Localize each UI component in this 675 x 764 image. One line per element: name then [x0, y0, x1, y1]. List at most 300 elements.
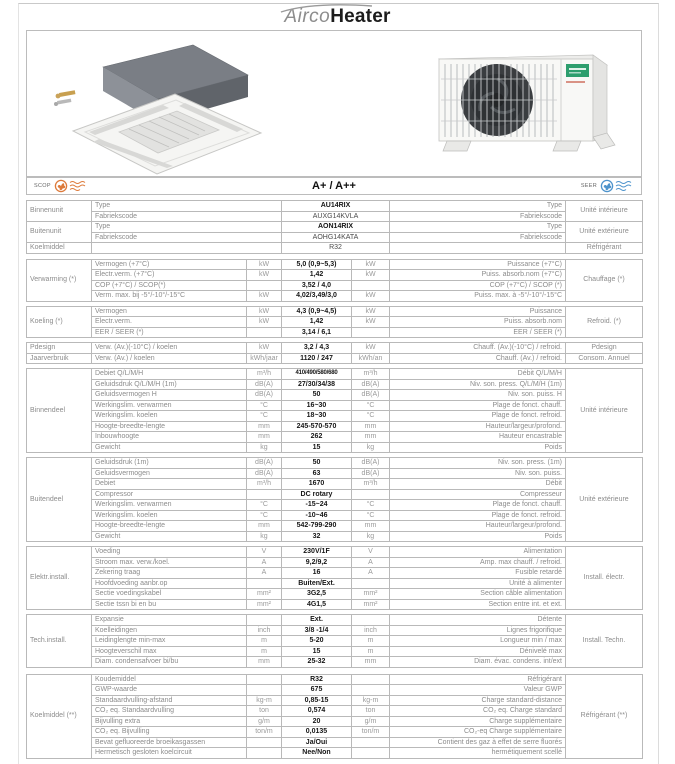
cell-unit-nl: °C — [247, 510, 282, 521]
cell-unit-fr: mm — [352, 432, 390, 443]
cell-nl-label: Hoogteverschil max — [92, 646, 247, 657]
cell-unit-nl: kW — [247, 259, 282, 270]
table-row — [27, 727, 643, 738]
scop-group — [34, 179, 88, 193]
cell-fr-label: Niv. son. puiss. H — [390, 390, 566, 401]
cell-section-fr: Unité intérieure — [566, 201, 643, 222]
cell-value: -15~24 — [282, 500, 352, 511]
cell-nl-label: Werkingslim. verwarmen — [92, 400, 247, 411]
cell-unit-fr: kg — [352, 531, 390, 542]
cell-unit-nl: dB(A) — [247, 379, 282, 390]
cell-fr-label: Plage de fonct. refroid. — [390, 411, 566, 422]
cell-unit-nl: mm — [247, 657, 282, 668]
table-row — [27, 243, 643, 254]
table-row — [27, 400, 643, 411]
table-row — [27, 343, 643, 354]
cell-nl-label: GWP-waarde — [92, 685, 247, 696]
cell-section-nl: Elektr.install. — [27, 547, 92, 610]
cell-unit-fr: kW — [352, 259, 390, 270]
cell-value: 3G2,5 — [282, 589, 352, 600]
cell-nl-label: Type — [92, 222, 282, 233]
table-row — [27, 291, 643, 302]
cell-unit-nl: kg-m — [247, 695, 282, 706]
cell-section-nl: Buitenunit — [27, 222, 92, 243]
indoor-cassette-unit-image — [45, 37, 255, 172]
cell-value: 4,02/3,49/3,0 — [282, 291, 352, 302]
cell-unit-fr — [352, 674, 390, 685]
table-row — [27, 646, 643, 657]
cell-value: 5-20 — [282, 636, 352, 647]
cell-unit-nl: dB(A) — [247, 390, 282, 401]
table-row — [27, 706, 643, 717]
table-row — [27, 636, 643, 647]
cell-unit-fr — [352, 748, 390, 759]
cell-fr-label: hermétiquement scellé — [390, 748, 566, 759]
cell-value: 675 — [282, 685, 352, 696]
cell-fr-label: Fabriekscode — [390, 232, 566, 243]
cell-unit-nl: ton — [247, 706, 282, 717]
cell-nl-label: Hoogte-breedte-lengte — [92, 421, 247, 432]
cell-unit-fr: °C — [352, 400, 390, 411]
cell-unit-nl: m — [247, 636, 282, 647]
table-row — [27, 510, 643, 521]
cell-unit-fr: m — [352, 646, 390, 657]
cell-nl-label: Fabriekscode — [92, 232, 282, 243]
cell-fr-label: CO₂-eq Charge supplémentaire — [390, 727, 566, 738]
cell-unit-nl: kW — [247, 306, 282, 317]
cell-nl-label: Voeding — [92, 547, 247, 558]
table-row — [27, 716, 643, 727]
cell-nl-label: EER / SEER (*) — [92, 327, 247, 338]
cell-unit-fr: ton/m — [352, 727, 390, 738]
cell-section-nl: Binnenunit — [27, 201, 92, 222]
cell-fr-label: Poids — [390, 531, 566, 542]
cell-unit-fr: kW — [352, 306, 390, 317]
cell-unit-nl: kW — [247, 270, 282, 281]
cell-section-fr: Unité extérieure — [566, 458, 643, 542]
cell-value: 32 — [282, 531, 352, 542]
cell-value: AUXG14KVLA — [282, 211, 390, 222]
cell-value: Ja/Oui — [282, 737, 352, 748]
table-row — [27, 695, 643, 706]
cell-value: 0,0135 — [282, 727, 352, 738]
cell-fr-label: Dénivelé max — [390, 646, 566, 657]
spec-table-pdesign — [26, 342, 643, 364]
cell-value: 1670 — [282, 479, 352, 490]
cell-unit-nl: g/m — [247, 716, 282, 727]
cell-unit-fr: m³/h — [352, 479, 390, 490]
cell-section-fr: Install. électr. — [566, 547, 643, 610]
cell-unit-fr: dB(A) — [352, 379, 390, 390]
table-row — [27, 306, 643, 317]
cell-unit-fr: °C — [352, 411, 390, 422]
cell-value: 4G1,5 — [282, 599, 352, 610]
energy-rating-value: A+ / A++ — [312, 180, 356, 192]
cell-value: 50 — [282, 390, 352, 401]
cell-unit-nl — [247, 327, 282, 338]
cell-value: 542-799-290 — [282, 521, 352, 532]
cell-nl-label — [92, 243, 282, 254]
cell-fr-label: Chauff. (Av.) / refroid. — [390, 353, 566, 364]
cell-fr-label: Débit — [390, 479, 566, 490]
cell-unit-nl: A — [247, 557, 282, 568]
cell-unit-fr — [352, 737, 390, 748]
cell-nl-label: Compressor — [92, 489, 247, 500]
cell-fr-label: Plage de fonct. refroid. — [390, 510, 566, 521]
cell-unit-nl: kW — [247, 343, 282, 354]
cell-value: 1,42 — [282, 317, 352, 328]
cell-value: 3,14 / 6,1 — [282, 327, 352, 338]
table-row — [27, 369, 643, 380]
cell-nl-label: Sectie tssn bi en bu — [92, 599, 247, 610]
cell-unit-fr — [352, 327, 390, 338]
cell-unit-nl: A — [247, 568, 282, 579]
cell-fr-label — [390, 243, 566, 254]
cell-fr-label: Alimentation — [390, 547, 566, 558]
table-row — [27, 458, 643, 469]
cell-nl-label: Hoogte-breedte-lengte — [92, 521, 247, 532]
cell-unit-fr: kW — [352, 317, 390, 328]
table-row — [27, 557, 643, 568]
seer-fan-icon — [600, 179, 634, 193]
cell-fr-label: Plage de fonct. chauff. — [390, 400, 566, 411]
cell-value: 1,42 — [282, 270, 352, 281]
table-row — [27, 211, 643, 222]
cell-value: 50 — [282, 458, 352, 469]
table-row — [27, 578, 643, 589]
cell-value: 27/30/34/38 — [282, 379, 352, 390]
cell-nl-label: Debiet Q/L/M/H — [92, 369, 247, 380]
cell-unit-fr: kg-m — [352, 695, 390, 706]
cell-unit-nl: inch — [247, 625, 282, 636]
cell-nl-label: Bevat gefluoreerde broeikasgassen — [92, 737, 247, 748]
cell-unit-nl: kg — [247, 531, 282, 542]
cell-unit-nl: mm² — [247, 589, 282, 600]
cell-value: 262 — [282, 432, 352, 443]
cell-unit-fr: kW — [352, 270, 390, 281]
cell-fr-label: Valeur GWP — [390, 685, 566, 696]
cell-value: 15 — [282, 442, 352, 453]
table-row — [27, 411, 643, 422]
cell-unit-nl — [247, 489, 282, 500]
logo-swoosh-icon — [278, 3, 374, 13]
cell-fr-label: COP (+7°C) / SCOP (*) — [390, 280, 566, 291]
cell-nl-label: Verw. (Av.) / koelen — [92, 353, 247, 364]
cell-fr-label: Fabriekscode — [390, 211, 566, 222]
cell-nl-label: Electr.verm. — [92, 317, 247, 328]
cell-unit-fr: kW — [352, 343, 390, 354]
cell-fr-label: Puiss. absorb.nom (+7°C) — [390, 270, 566, 281]
cell-unit-nl — [247, 685, 282, 696]
cell-nl-label: Expansie — [92, 615, 247, 626]
cell-unit-fr — [352, 615, 390, 626]
cell-section-fr: Chauffage (*) — [566, 259, 643, 301]
cell-unit-nl: °C — [247, 500, 282, 511]
cell-section-fr: Install. Techn. — [566, 615, 643, 668]
cell-value: AU14RIX — [282, 201, 390, 212]
cell-value: 16 — [282, 568, 352, 579]
cell-unit-fr: mm — [352, 657, 390, 668]
cell-nl-label: Koudemiddel — [92, 674, 247, 685]
table-row — [27, 201, 643, 212]
cell-nl-label: Vermogen — [92, 306, 247, 317]
cell-section-fr: Consom. Annuel — [566, 353, 643, 364]
cell-section-fr: Unité intérieure — [566, 369, 643, 453]
cell-unit-nl — [247, 578, 282, 589]
logo-text-airco: Airco — [284, 6, 331, 27]
cell-unit-fr — [352, 578, 390, 589]
table-row — [27, 521, 643, 532]
cell-value: AOHG14KATA — [282, 232, 390, 243]
cell-unit-fr: m — [352, 636, 390, 647]
table-row — [27, 568, 643, 579]
table-row — [27, 674, 643, 685]
spec-table-units — [26, 200, 643, 254]
cell-unit-nl: mm — [247, 432, 282, 443]
cell-section-nl: Buitendeel — [27, 458, 92, 542]
spec-table-refrigerant — [26, 674, 643, 759]
scop-label: SCOP — [34, 183, 51, 189]
cell-unit-fr — [352, 280, 390, 291]
table-row — [27, 500, 643, 511]
cell-unit-nl — [247, 615, 282, 626]
cell-fr-label: Section entre int. et ext. — [390, 599, 566, 610]
table-row — [27, 625, 643, 636]
cell-unit-nl: kW — [247, 291, 282, 302]
cell-fr-label: Détente — [390, 615, 566, 626]
cell-unit-nl — [247, 737, 282, 748]
table-row — [27, 390, 643, 401]
cell-fr-label: Charge supplémentaire — [390, 716, 566, 727]
cell-nl-label: Leidinglengte min-max — [92, 636, 247, 647]
cell-nl-label: Geluidsdruk (1m) — [92, 458, 247, 469]
brand-logo — [284, 6, 390, 29]
table-row — [27, 685, 643, 696]
cell-value: -10~46 — [282, 510, 352, 521]
cell-unit-fr: °C — [352, 510, 390, 521]
cell-fr-label: Niv. son. puiss. — [390, 468, 566, 479]
cell-unit-nl: m³/h — [247, 479, 282, 490]
cell-unit-nl: m — [247, 646, 282, 657]
cell-value: 3,2 / 4,3 — [282, 343, 352, 354]
table-row — [27, 317, 643, 328]
table-row — [27, 531, 643, 542]
cell-fr-label: Poids — [390, 442, 566, 453]
cell-unit-fr: inch — [352, 625, 390, 636]
table-row — [27, 280, 643, 291]
table-row — [27, 222, 643, 233]
cell-value: 410/490/580/680 — [282, 369, 352, 380]
cell-unit-fr: dB(A) — [352, 468, 390, 479]
cell-section-nl: Koelmiddel — [27, 243, 92, 254]
outdoor-badge — [566, 64, 589, 77]
cell-value: 3,52 / 4,0 — [282, 280, 352, 291]
cell-unit-fr: mm² — [352, 599, 390, 610]
energy-rating-band — [26, 177, 642, 195]
cell-unit-nl: V — [247, 547, 282, 558]
cell-unit-fr — [352, 685, 390, 696]
cell-value: 16~30 — [282, 400, 352, 411]
cell-unit-fr: kg — [352, 442, 390, 453]
cell-nl-label: Electr.verm. (+7°C) — [92, 270, 247, 281]
cell-section-nl: Tech.install. — [27, 615, 92, 668]
cell-nl-label: Type — [92, 201, 282, 212]
cell-nl-label: CO₂ eq. Bijvulling — [92, 727, 247, 738]
cell-fr-label: Puiss. max. à -5°/-10°/-15°C — [390, 291, 566, 302]
cell-value: 18~30 — [282, 411, 352, 422]
cell-nl-label: Geluidsvermogen — [92, 468, 247, 479]
cell-unit-fr: °C — [352, 500, 390, 511]
cell-value: 3/8 -1/4 — [282, 625, 352, 636]
seer-group — [581, 179, 634, 193]
cell-unit-nl: kW — [247, 317, 282, 328]
cell-unit-nl — [247, 280, 282, 291]
seer-label: SEER — [580, 183, 597, 189]
cell-nl-label: Werkingslim. koelen — [92, 411, 247, 422]
cell-value: 25-32 — [282, 657, 352, 668]
spec-table-indoor — [26, 368, 643, 453]
cell-fr-label: Amp. max chauff. / refroid. — [390, 557, 566, 568]
cell-unit-nl: dB(A) — [247, 458, 282, 469]
table-row — [27, 737, 643, 748]
cell-nl-label: Verw. (Av.)(-10°C) / koelen — [92, 343, 247, 354]
cell-unit-nl: m³/h — [247, 369, 282, 380]
cell-value: 4,3 (0,9~4,5) — [282, 306, 352, 317]
cell-section-fr: Réfrigérant (**) — [566, 674, 643, 758]
table-row — [27, 353, 643, 364]
spec-table-electrical — [26, 546, 643, 610]
cell-fr-label: Hauteur encastrable — [390, 432, 566, 443]
outdoor-unit-image — [425, 39, 625, 161]
cell-nl-label: Bijvulling extra — [92, 716, 247, 727]
spec-table-heating — [26, 259, 643, 302]
cell-nl-label: Stroom max. verw./koel. — [92, 557, 247, 568]
table-row — [27, 379, 643, 390]
cell-fr-label: CO₂ eq. Charge standard — [390, 706, 566, 717]
cell-fr-label: Plage de fonct. chauff. — [390, 500, 566, 511]
cell-fr-label: EER / SEER (*) — [390, 327, 566, 338]
cell-nl-label: Hoofdvoeding aanbr.op — [92, 578, 247, 589]
table-row — [27, 232, 643, 243]
cell-unit-fr: mm — [352, 421, 390, 432]
cell-unit-fr: V — [352, 547, 390, 558]
cell-unit-nl: kg — [247, 442, 282, 453]
cell-unit-nl: ton/m — [247, 727, 282, 738]
cell-nl-label: CO₂ eq. Standaardvulling — [92, 706, 247, 717]
cell-fr-label: Hauteur/largeur/profond. — [390, 421, 566, 432]
cell-fr-label: Contient des gaz à effet de serre fluorés — [390, 737, 566, 748]
cell-nl-label: Vermogen (+7°C) — [92, 259, 247, 270]
cell-fr-label: Débit Q/L/M/H — [390, 369, 566, 380]
table-row — [27, 270, 643, 281]
cell-fr-label: Diam. évac. condens. int/ext — [390, 657, 566, 668]
table-row — [27, 259, 643, 270]
table-row — [27, 748, 643, 759]
cell-unit-fr — [352, 489, 390, 500]
cell-nl-label: Diam. condensafvoer bi/bu — [92, 657, 247, 668]
cell-value: 20 — [282, 716, 352, 727]
table-row — [27, 547, 643, 558]
cell-nl-label: Werkingslim. koelen — [92, 510, 247, 521]
cell-unit-nl: dB(A) — [247, 468, 282, 479]
cell-unit-fr: mm — [352, 521, 390, 532]
cell-value: 1120 / 247 — [282, 353, 352, 364]
cell-fr-label: Chauff. (Av.)(-10°C) / refroid. — [390, 343, 566, 354]
cell-unit-nl — [247, 674, 282, 685]
cell-fr-label: Hauteur/largeur/profond. — [390, 521, 566, 532]
cell-section-nl: Pdesign — [27, 343, 92, 354]
table-row — [27, 657, 643, 668]
cell-value: 0,85-15 — [282, 695, 352, 706]
scop-fan-icon — [54, 179, 88, 193]
cell-fr-label: Longueur min / max — [390, 636, 566, 647]
cell-value: 245-570-570 — [282, 421, 352, 432]
cell-value: 230V/1F — [282, 547, 352, 558]
table-row — [27, 468, 643, 479]
cell-nl-label: Geluidsvermogen H — [92, 390, 247, 401]
cell-value: 5,0 (0,9~5,3) — [282, 259, 352, 270]
cell-unit-fr: dB(A) — [352, 458, 390, 469]
cell-unit-fr: g/m — [352, 716, 390, 727]
cell-value: DC rotary — [282, 489, 352, 500]
cell-fr-label: Section câble alimentation — [390, 589, 566, 600]
cell-unit-fr: kWh/an — [352, 353, 390, 364]
cell-section-fr: Pdesign — [566, 343, 643, 354]
cell-fr-label: Puissance — [390, 306, 566, 317]
table-row — [27, 327, 643, 338]
cell-unit-fr: ton — [352, 706, 390, 717]
cell-nl-label: Verm. max. bij -5°/-10°/-15°C — [92, 291, 247, 302]
cell-fr-label: Niv. son. press. Q/L/M/H (1m) — [390, 379, 566, 390]
cell-unit-fr: A — [352, 568, 390, 579]
cell-section-nl: Koeling (*) — [27, 306, 92, 338]
cell-nl-label: Gewicht — [92, 531, 247, 542]
cell-nl-label: Geluidsdruk Q/L/M/H (1m) — [92, 379, 247, 390]
cell-fr-label: Charge standard-distance — [390, 695, 566, 706]
cell-section-fr: Refroid. (*) — [566, 306, 643, 338]
cell-fr-label: Niv. son. press. (1m) — [390, 458, 566, 469]
cell-nl-label: Debiet — [92, 479, 247, 490]
cell-fr-label: Type — [390, 201, 566, 212]
cell-nl-label: Sectie voedingskabel — [92, 589, 247, 600]
table-row — [27, 589, 643, 600]
table-row — [27, 432, 643, 443]
cell-nl-label: Gewicht — [92, 442, 247, 453]
cell-nl-label: Inbouwhoogte — [92, 432, 247, 443]
cell-unit-fr: m³/h — [352, 369, 390, 380]
spec-table-cooling — [26, 306, 643, 339]
cell-nl-label: Zekering traag — [92, 568, 247, 579]
cell-nl-label: Werkingslim. verwarmen — [92, 500, 247, 511]
spec-table-technical — [26, 614, 643, 668]
table-row — [27, 599, 643, 610]
cell-section-nl: Jaarverbruik — [27, 353, 92, 364]
cell-nl-label: COP (+7°C) / SCOP(*) — [92, 280, 247, 291]
cell-fr-label: Puissance (+7°C) — [390, 259, 566, 270]
product-images-panel — [26, 30, 642, 177]
cell-section-nl: Koelmiddel (**) — [27, 674, 92, 758]
cell-value: 63 — [282, 468, 352, 479]
cell-nl-label: Koelleidingen — [92, 625, 247, 636]
table-row — [27, 489, 643, 500]
table-row — [27, 615, 643, 626]
cell-section-fr: Réfrigérant — [566, 243, 643, 254]
cell-fr-label: Réfrigérant — [390, 674, 566, 685]
logo-text-heater: Heater — [330, 6, 391, 27]
cell-section-fr: Unité extérieure — [566, 222, 643, 243]
cell-value: Nee/Non — [282, 748, 352, 759]
cell-nl-label: Fabriekscode — [92, 211, 282, 222]
